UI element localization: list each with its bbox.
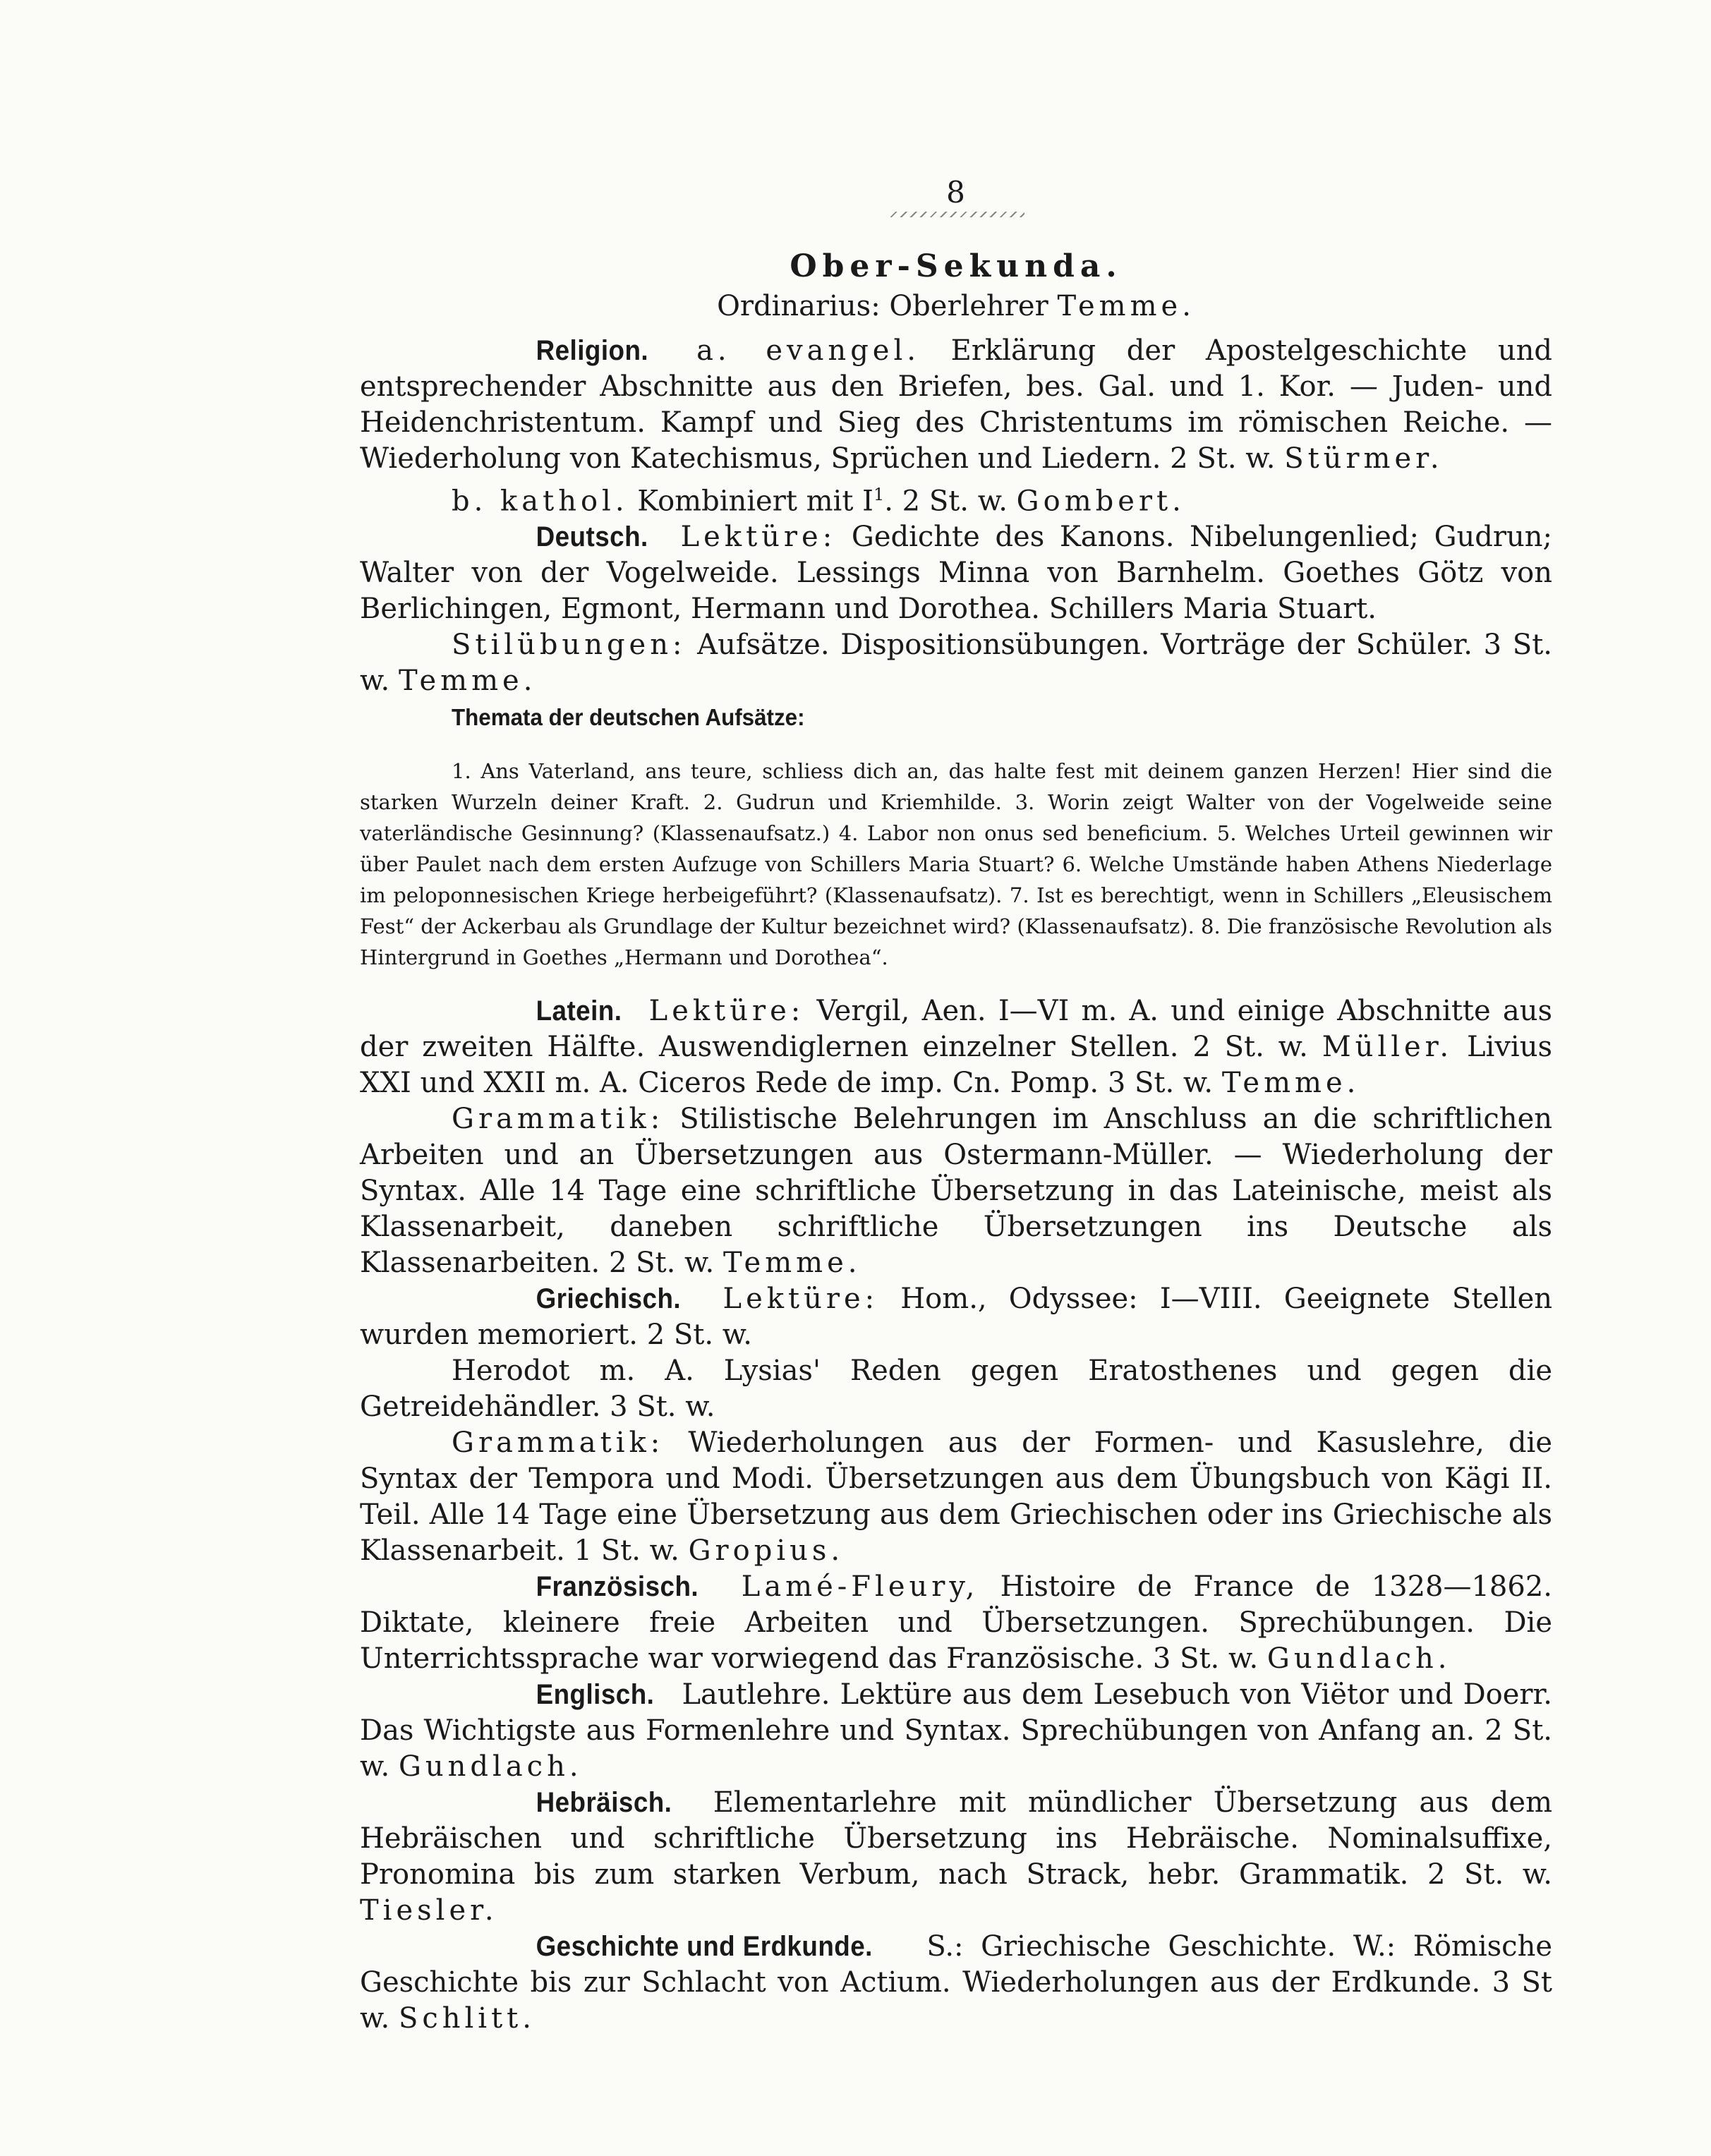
latein-lektuere-text-1: Vergil, Aen. I—VI m. A. und einige Abschnitte aus der zweiten Hälfte. Auswendiglernen einzelner Stellen. 2 St. w. [360,995,1553,1064]
griechisch-herodot-paragraph: Herodot m. A. Lysias' Reden gegen Eratosthenes und gegen die Getreidehändler. 3 St. w. [360,1355,1552,1424]
geschichte-teacher: Schlitt. [398,2002,536,2035]
page-number: 8 [946,175,966,210]
religion-b-text: Kombiniert mit I [637,485,873,518]
latein-grammatik-label: Grammatik: [452,1103,665,1136]
religion-b-text-post: . 2 St. w. [884,485,1008,518]
religion-a-text: Erklärung der Apostelgeschichte und entsprechender Abschnitte aus den Briefen, bes. Gal. und 1. Kor. — Juden- und Heidenchristentum. Kampf und Sieg des Christentums im römischen Reiche. — Wiederholung von Katechismus, Sprüchen und Liedern. 2 St. w. [360,334,1552,475]
latein-teacher-2: Temme. [1221,1067,1360,1100]
englisch-text: Lautlehre. Lektüre aus dem Lesebuch von Viëtor und Doerr. Das Wichtigste aus Formenlehre und Syntax. Sprechübungen von Anfang an. 2 St. w. [360,1678,1552,1783]
latein-lektuere-label: Lektüre: [648,995,805,1028]
subject-hebraeisch: Hebräisch. [536,1787,672,1819]
deutsch-stil-label: Stilübungen: [452,629,687,662]
deutsch-stil-teacher: Temme. [398,665,537,698]
ordinarius-line [360,289,1552,325]
subject-englisch: Englisch. [536,1679,655,1711]
deutsch-lektuere-text: Gedichte des Kanons. Nibelungenlied; Gudrun; Walter von der Vogelweide. Lessings Minna von Barnhelm. Goethes Götz von Berlichingen, Egmont, Hermann und Dorothea. Schillers Maria Stuart. [360,521,1553,626]
ordinarius-label: Ordinarius: Oberlehrer [717,290,1048,322]
themata-list: 1. Ans Vaterland, ans teure, schliess dich an, das halte fest mit deinem ganzen Herzen! Hier sind die starken Wurzeln deiner Kraft. 2. Gudrun und Kriemhilde. 3. Worin zeigt Walter von der Vogelweide seine vaterländische Gesinnung? (Klassenaufsatz.) 4. Labor non onus sed beneficium. 5. Welches Urteil gewinnen wir über Paulet nach dem ersten Aufzuge von Schillers Maria Stuart? 6. Welche Umstände haben Athens Niederlage im peloponnesischen Kriege herbeigeführt? (Klassenaufsatz). 7. Ist es berechtigt, wenn in Schillers „Eleusischem Fest“ der Ackerbau als Grundlage der Kultur bezeichnet wird? (Klassenaufsatz). 8. Die französische Revolution als Hintergrund in Goethes „Hermann und Dorothea“. [360,759,1552,970]
subject-religion: Religion. [536,335,649,366]
franzoesisch-teacher: Gundlach. [1266,1642,1451,1676]
latein-paragraph [360,993,1552,1101]
latein-grammatik-paragraph [360,1101,1552,1281]
religion-b-teacher: Gombert. [1016,485,1185,518]
page-content [360,240,1552,2037]
latein-lektuere-text-2: Livius XXI und XXII m. A. Ciceros Rede de imp. Cn. Pomp. 3 St. w. [360,1031,1553,1100]
religion-b-sup: 1 [873,485,885,504]
subject-griechisch: Griechisch. [536,1283,682,1315]
geschichte-paragraph [360,1929,1552,2037]
religion-a-label: a. evangel. [696,334,920,367]
deutsch-stil-text: Aufsätze. Dispositionsübungen. Vorträge der Schüler. 3 St. w. [360,629,1552,698]
deutsch-lektuere-label: Lektüre: [680,521,837,554]
geschichte-text: S.: Griechische Geschichte. W.: Römische Geschichte bis zur Schlacht von Actium. Wiederholungen aus der Erdkunde. 3 St w. [360,1930,1552,2035]
griechisch-paragraph [360,1281,1552,1353]
englisch-paragraph [360,1677,1552,1785]
griechisch-grammatik-label: Grammatik: [452,1427,665,1460]
hebraeisch-paragraph [360,1785,1552,1929]
griechisch-lektuere-text: Hom., Odyssee: I—VIII. Geeignete Stellen wurden memoriert. 2 St. w. [360,1283,1553,1352]
franzoesisch-author: Lamé-Fleury, [741,1570,979,1604]
subject-deutsch: Deutsch. [536,521,648,553]
franzoesisch-paragraph [360,1569,1552,1677]
franzoesisch-text: Histoire de France de 1328—1862. Diktate, kleinere freie Arbeiten und Übersetzungen. Sprechübungen. Die Unterrichtssprache war vorwiegend das Französische. 3 St. w. [360,1570,1552,1676]
hebraeisch-text: Elementarlehre mit mündlicher Übersetzung aus dem Hebräischen und schriftliche Übersetzung ins Hebräische. Nominalsuffixe, Pronomina bis zum starken Verbum, nach Strack, hebr. Grammatik. 2 St. w. [360,1786,1553,1891]
subject-latein: Latein. [536,995,622,1027]
latein-grammatik-text: Stilistische Belehrungen im Anschluss an die schriftlichen Arbeiten und an Übersetzungen aus Ostermann-Müller. — Wiederholung der Syntax. Alle 14 Tage eine schriftliche Übersetzung in das Lateinische, meist als Klassenarbeit, daneben schriftliche Übersetzungen ins Deutsche als Klassenarbeiten. 2 St. w. [360,1103,1552,1280]
religion-paragraph [360,333,1552,477]
hebraeisch-teacher: Tiesler. [360,1894,498,1927]
deutsch-paragraph [360,519,1552,627]
subject-franzoesisch: Französisch. [536,1571,699,1603]
religion-a-teacher: Stürmer. [1284,442,1444,475]
ordinarius-name: Temme. [1057,290,1195,322]
religion-b-paragraph [360,477,1552,519]
themata-heading: Themata der deutschen Aufsätze: [452,704,805,731]
englisch-teacher: Gundlach. [398,1750,583,1783]
griechisch-lektuere-label: Lektüre: [723,1283,879,1316]
latein-teacher-1: Müller. [1322,1031,1453,1064]
griechisch-grammatik-teacher: Gropius. [688,1534,845,1568]
deutsch-stil-paragraph [360,627,1552,699]
religion-b-label: b. kathol. [452,485,629,518]
page-number-ornament [890,212,1024,217]
section-title: Ober-Sekunda. [790,248,1123,284]
griechisch-grammatik-paragraph [360,1425,1552,1569]
griechisch-grammatik-text: Wiederholungen aus der Formen- und Kasuslehre, die Syntax der Tempora und Modi. Übersetzungen aus dem Übungsbuch von Kägi II. Teil. Alle 14 Tage eine Übersetzung aus dem Griechischen oder ins Griechische als Klassenarbeit. 1 St. w. [360,1427,1552,1568]
latein-grammatik-teacher: Temme. [723,1247,861,1280]
subject-geschichte: Geschichte und Erdkunde. [536,1931,873,1963]
